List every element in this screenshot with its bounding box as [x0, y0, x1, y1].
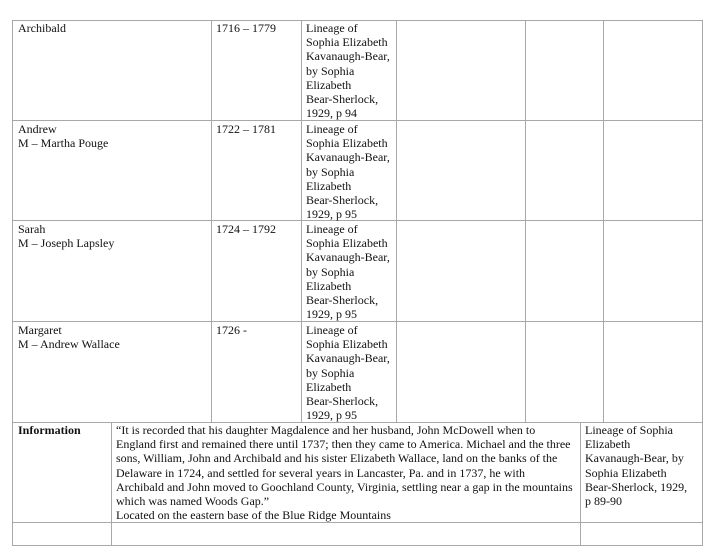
column-border	[111, 422, 112, 546]
column-border	[702, 20, 703, 546]
column-border	[603, 20, 604, 422]
information-label: Information	[18, 423, 81, 437]
person-spouse: M – Joseph Lapsley	[18, 236, 115, 250]
column-border	[12, 20, 13, 546]
person-source: Lineage of Sophia Elizabeth Kavanaugh-Bear, by Sophia Elizabeth Bear-Sherlock, 1929, p 95	[306, 222, 390, 322]
person-spouse: M – Andrew Wallace	[18, 337, 120, 351]
person-spouse: M – Martha Pouge	[18, 136, 109, 150]
person-name: Andrew	[18, 122, 57, 136]
person-name: Margaret	[18, 323, 62, 337]
person-source: Lineage of Sophia Elizabeth Kavanaugh-Bear, by Sophia Elizabeth Bear-Sherlock, 1929, p 94	[306, 21, 390, 121]
column-border	[396, 20, 397, 422]
person-dates: 1724 – 1792	[216, 222, 276, 236]
information-text: “It is recorded that his daughter Magdalence and her husband, John McDowell when to England first and remained there until 1737; then they came to America. Michael and the three sons, William, John and Archibald and his sister Elizabeth Wallace, land on the banks of the Delaware in 1724, and settled for several years in Lancaster, Pa. and in 1737, he with Archibald and John moved to Goochland County, Virginia, settling near a gap in the mountains which was named Woods Gap.” Located on the eastern base of the Blue Ridge Mountains	[116, 423, 573, 523]
row-border	[12, 545, 703, 546]
person-dates: 1716 – 1779	[216, 21, 276, 35]
column-border	[301, 20, 302, 422]
column-border	[211, 20, 212, 422]
person-source: Lineage of Sophia Elizabeth Kavanaugh-Bear, by Sophia Elizabeth Bear-Sherlock, 1929, p 95	[306, 323, 390, 423]
person-dates: 1726 -	[216, 323, 247, 337]
person-source: Lineage of Sophia Elizabeth Kavanaugh-Bear, by Sophia Elizabeth Bear-Sherlock, 1929, p 95	[306, 122, 390, 222]
person-name: Archibald	[18, 21, 66, 35]
person-name: Sarah	[18, 222, 46, 236]
person-dates: 1722 – 1781	[216, 122, 276, 136]
column-border	[580, 422, 581, 546]
column-border	[525, 20, 526, 422]
information-source: Lineage of Sophia Elizabeth Kavanaugh-Bear, by Sophia Elizabeth Bear-Sherlock, 1929, p 89-90	[585, 423, 688, 509]
